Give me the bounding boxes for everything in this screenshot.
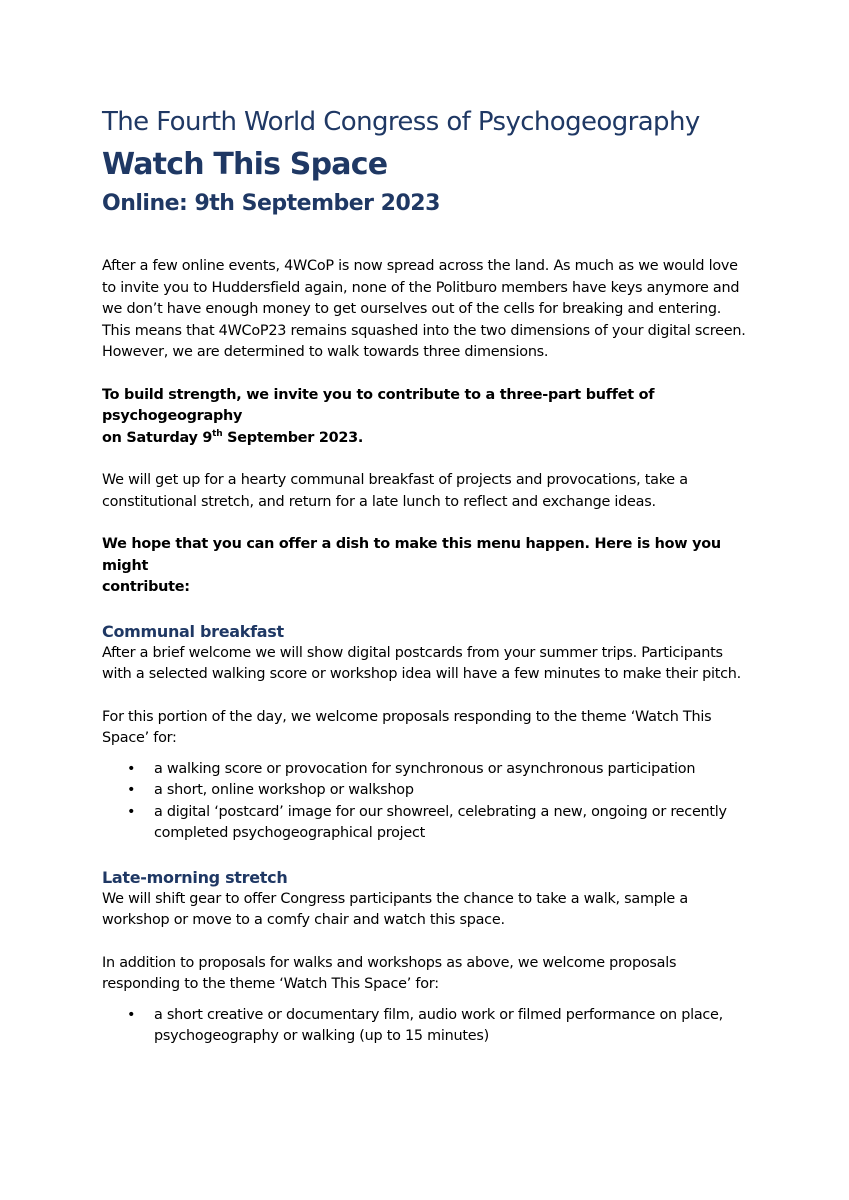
- stretch-proposals-intro: [102, 953, 762, 996]
- invite-line: To build strength, we invite you to contribute to a three-part buffet of psychogeography: [102, 386, 655, 424]
- intro-line: we don’t have enough money to get ourselves out of the cells for breaking and entering.: [102, 301, 722, 317]
- breakfast-line: After a brief welcome we will show digital postcards from your summer trips. Participants: [102, 644, 723, 661]
- schedule-line: constitutional stretch, and return for a late lunch to reflect and exchange ideas.: [102, 493, 656, 510]
- invite-line: [102, 428, 762, 450]
- intro-line: to invite you to Huddersfield again, none of the Politburo members have keys anymore and: [102, 279, 740, 296]
- proposals-line: responding to the theme ‘Watch This Space’ for:: [102, 976, 439, 992]
- page-subtitle: Online: 9th September 2023: [102, 191, 440, 216]
- section-heading-stretch: Late-morning stretch: [102, 867, 288, 887]
- list-item-text-continued: completed psychogeographical project: [154, 825, 426, 841]
- list-item-text: a walking score or provocation for synchronous or asynchronous participation: [154, 760, 696, 777]
- list-item-text-continued: psychogeography or walking (up to 15 minutes): [154, 1028, 490, 1044]
- bullet-icon: •: [127, 760, 136, 777]
- list-item-text: a short creative or documentary film, audio work or filmed performance on place,: [154, 1006, 723, 1023]
- list-item: [102, 759, 762, 781]
- stretch-proposal-list: [102, 1005, 762, 1048]
- bullet-icon: •: [127, 803, 136, 820]
- schedule-paragraph: [102, 470, 762, 513]
- breakfast-line: with a selected walking score or workshop idea will have a few minutes to make their pitch.: [102, 666, 741, 682]
- section-heading-breakfast: Communal breakfast: [102, 621, 284, 641]
- intro-paragraph: [102, 256, 762, 364]
- intro-line: This means that 4WCoP23 remains squashed into the two dimensions of your digital screen.: [102, 322, 746, 339]
- ordinal-suffix: th: [212, 428, 223, 439]
- list-item: [102, 1005, 762, 1048]
- list-item: [102, 802, 762, 845]
- intro-line: However, we are determined to walk towards three dimensions.: [102, 344, 549, 360]
- breakfast-proposal-list: [102, 759, 762, 845]
- list-item: [102, 780, 762, 802]
- event-name: The Fourth World Congress of Psychogeography: [102, 107, 700, 137]
- stretch-description: [102, 889, 762, 932]
- bullet-icon: •: [127, 782, 136, 798]
- intro-line: After a few online events, 4WCoP is now spread across the land. As much as we would love: [102, 258, 738, 274]
- proposals-line: In addition to proposals for walks and workshops as above, we welcome proposals: [102, 954, 677, 971]
- invite-paragraph: [102, 385, 762, 450]
- proposals-line: Space’ for:: [102, 730, 177, 746]
- list-item-text: a short, online workshop or walkshop: [154, 782, 414, 798]
- document-page: [102, 105, 762, 1048]
- invite-date-rest: September 2023.: [222, 429, 364, 446]
- stretch-line: workshop or move to a comfy chair and watch this space.: [102, 912, 505, 928]
- list-item-text: a digital ‘postcard’ image for our showreel, celebrating a new, ongoing or recently: [154, 803, 727, 820]
- invite-date-text: on Saturday 9: [102, 429, 213, 446]
- hope-paragraph: [102, 534, 762, 599]
- stretch-line: We will shift gear to offer Congress participants the chance to take a walk, sample a: [102, 890, 688, 907]
- schedule-line: We will get up for a hearty communal breakfast of projects and provocations, take a: [102, 472, 688, 488]
- page-title: Watch This Space: [102, 147, 388, 182]
- bullet-icon: •: [127, 1006, 136, 1023]
- proposals-line: For this portion of the day, we welcome proposals responding to the theme ‘Watch This: [102, 708, 712, 725]
- hope-line: We hope that you can offer a dish to make this menu happen. Here is how you might: [102, 536, 721, 574]
- breakfast-proposals-intro: [102, 707, 762, 750]
- hope-line: contribute:: [102, 579, 190, 595]
- breakfast-description: [102, 643, 762, 686]
